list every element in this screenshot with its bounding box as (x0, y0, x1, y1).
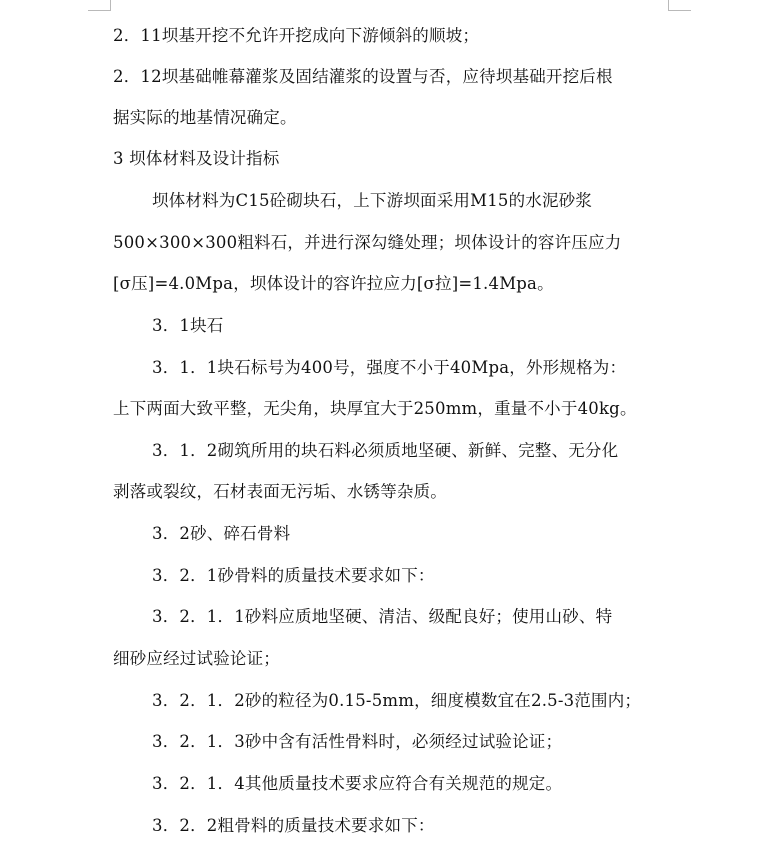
text-line: 3．2．1砂骨料的质量技术要求如下： (152, 566, 435, 585)
text-line: 3．1．2砌筑所用的块石料必须质地坚硬、新鲜、完整、无分化 (152, 441, 619, 460)
text-line: 3．2．1．3砂中含有活性骨料时，必须经过试验论证； (152, 732, 563, 751)
text-line: 2．11坝基开挖不允许开挖成向下游倾斜的顺坡； (113, 26, 480, 45)
text-line: 据实际的地基情况确定。 (113, 108, 297, 127)
text-line: 3．1．1块石标号为400号，强度不小于40Mpa，外形规格为： (152, 358, 627, 377)
text-line: 剥落或裂纹，石材表面无污垢、水锈等杂质。 (113, 482, 447, 501)
crop-mark-top-left (88, 0, 111, 11)
text-line: 上下两面大致平整，无尖角，块厚宜大于250mm，重量不小于40kg。 (113, 399, 637, 418)
text-line: 500×300×300粗料石，并进行深勾缝处理；坝体设计的容许压应力 (113, 233, 622, 252)
text-line: 3．2．1．2砂的粒径为0.15-5mm，细度模数宜在2.5-3范围内； (152, 691, 642, 710)
text-line: 3．2．1．1砂料应质地坚硬、清洁、级配良好；使用山砂、特 (152, 607, 613, 626)
text-line: 2．12坝基础帷幕灌浆及固结灌浆的设置与否，应待坝基础开挖后根 (113, 67, 613, 86)
section-heading: 3 坝体材料及设计指标 (113, 149, 280, 168)
text-line: [σ压]=4.0Mpa，坝体设计的容许拉应力[σ拉]=1.4Mpa。 (113, 274, 554, 293)
text-line: 3．2．1．4其他质量技术要求应符合有关规范的规定。 (152, 774, 563, 793)
subsection-heading: 3．2砂、碎石骨料 (152, 524, 291, 543)
crop-mark-top-right (668, 0, 691, 11)
text-line: 坝体材料为C15砼砌块石，上下游坝面采用M15的水泥砂浆 (152, 191, 593, 210)
subsection-heading: 3．1块石 (152, 316, 224, 335)
text-line: 3．2．2粗骨料的质量技术要求如下： (152, 816, 435, 835)
text-line: 细砂应经过试验论证； (113, 649, 280, 668)
